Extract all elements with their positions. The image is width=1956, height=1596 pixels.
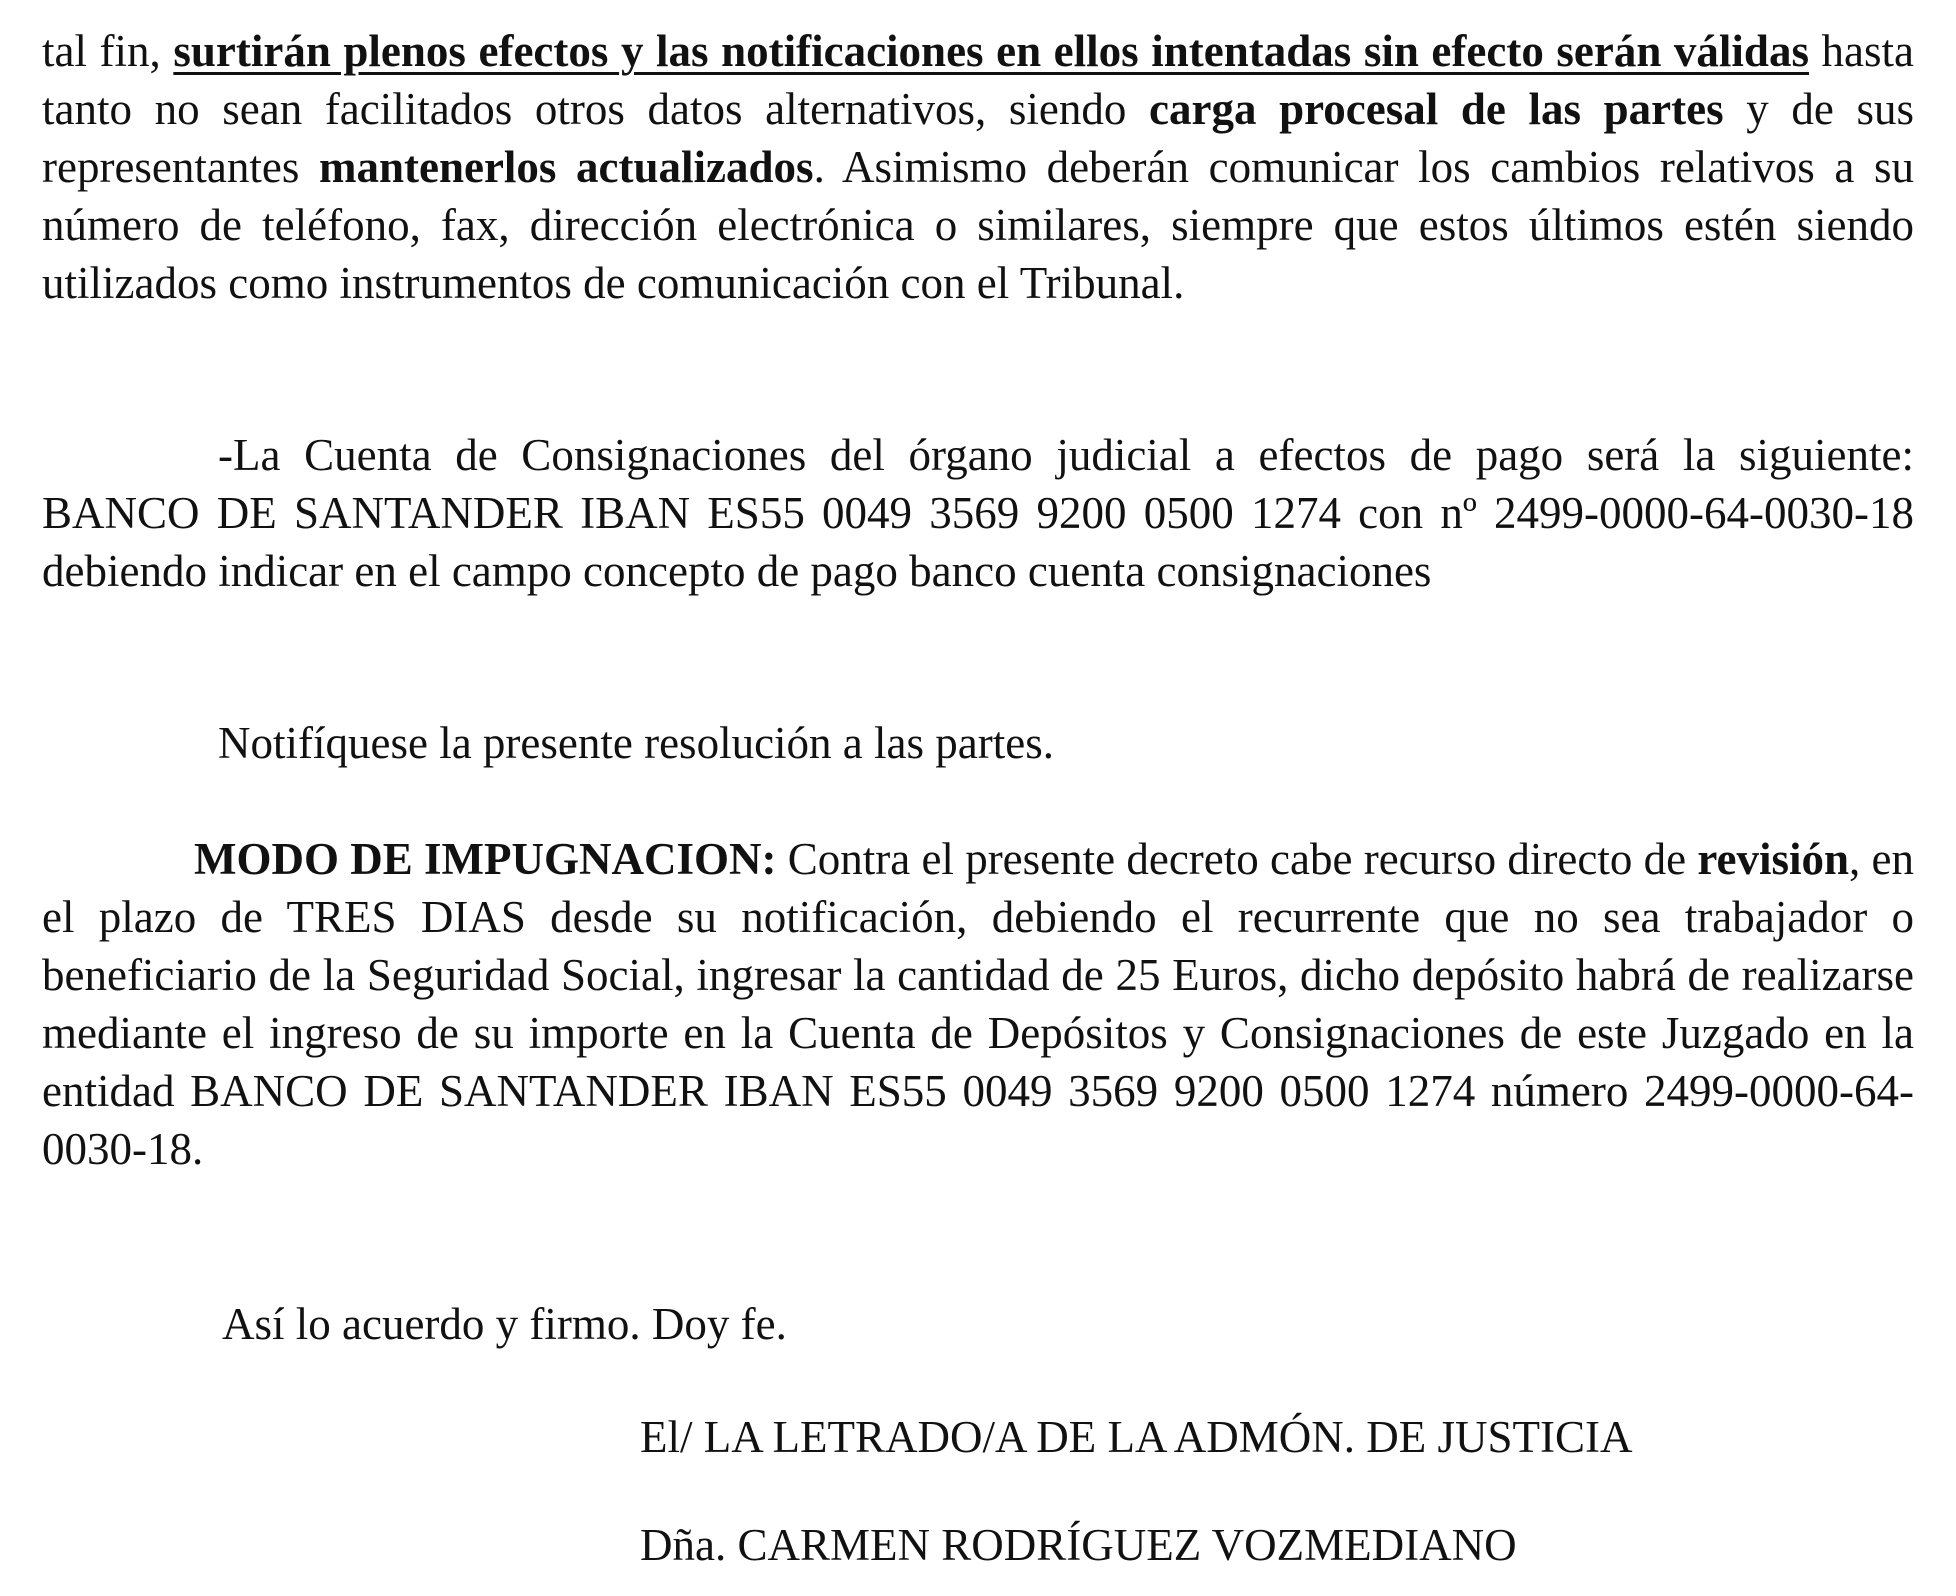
emphasis-bold: revisión — [1697, 834, 1850, 884]
text-run: Notifíquese la presente resolución a las partes. — [218, 718, 1054, 768]
text-run: , en el plazo de TRES DIAS desde su notificación, debiendo el recurrente que no sea trabajador o beneficiario de la Seguridad Social, ingresar la cantidad de 25 Euros, dicho depósito habrá de realizarse mediante el ingreso de su importe en la Cuenta de Depósitos y Consignaciones de este Juzgado en la entidad BANCO DE SANTANDER IBAN ES55 0049 3569 9200 0500 1274 número 2499-0000-64-0030-18. — [42, 834, 1914, 1174]
text-run: -La Cuenta de Consignaciones del órgano judicial a efectos de pago será la siguiente: BANCO DE SANTANDER IBAN ES55 0049 3569 9200 0500 1274 con nº 2499-0000-64-0030-18 debiendo indicar en el campo concepto de pago banco cuenta consignaciones — [42, 430, 1914, 596]
paragraph-notifications — [42, 22, 1914, 312]
text-run: Así lo acuerdo y firmo. Doy fe. — [222, 1299, 787, 1349]
text-run: El/ LA LETRADO/A DE LA ADMÓN. DE JUSTICIA — [640, 1412, 1633, 1462]
text-run: y de sus representantes — [42, 84, 1915, 192]
text-run: Dña. CARMEN RODRÍGUEZ VOZMEDIANO — [640, 1520, 1517, 1570]
signature-name — [640, 1516, 1517, 1574]
emphasis-bold: carga procesal de las partes — [1149, 84, 1724, 134]
paragraph-appeal — [42, 830, 1914, 1178]
text-run: Contra el presente decreto cabe recurso directo de — [776, 834, 1698, 884]
text-run: tal fin, — [42, 26, 174, 76]
section-heading: MODO DE IMPUGNACION: — [194, 834, 777, 884]
emphasis-underlined: surtirán plenos efectos y las notificaciones en ellos intentadas sin efecto serán válidas — [173, 26, 1809, 76]
paragraph-notify — [42, 714, 1914, 772]
text-run: hasta tanto no sean facilitados otros datos alternativos, siendo — [42, 26, 1914, 134]
closing-statement — [222, 1295, 787, 1353]
emphasis-bold: mantenerlos actualizados — [318, 142, 814, 192]
text-run: . Asimismo deberán comunicar los cambios relativos a su número de teléfono, fax, dirección electrónica o similares, siempre que estos últimos estén siendo utilizados como instrumentos de comunicación con el Tribunal. — [42, 142, 1914, 308]
paragraph-bank-account — [42, 426, 1914, 600]
signature-role — [640, 1408, 1632, 1466]
